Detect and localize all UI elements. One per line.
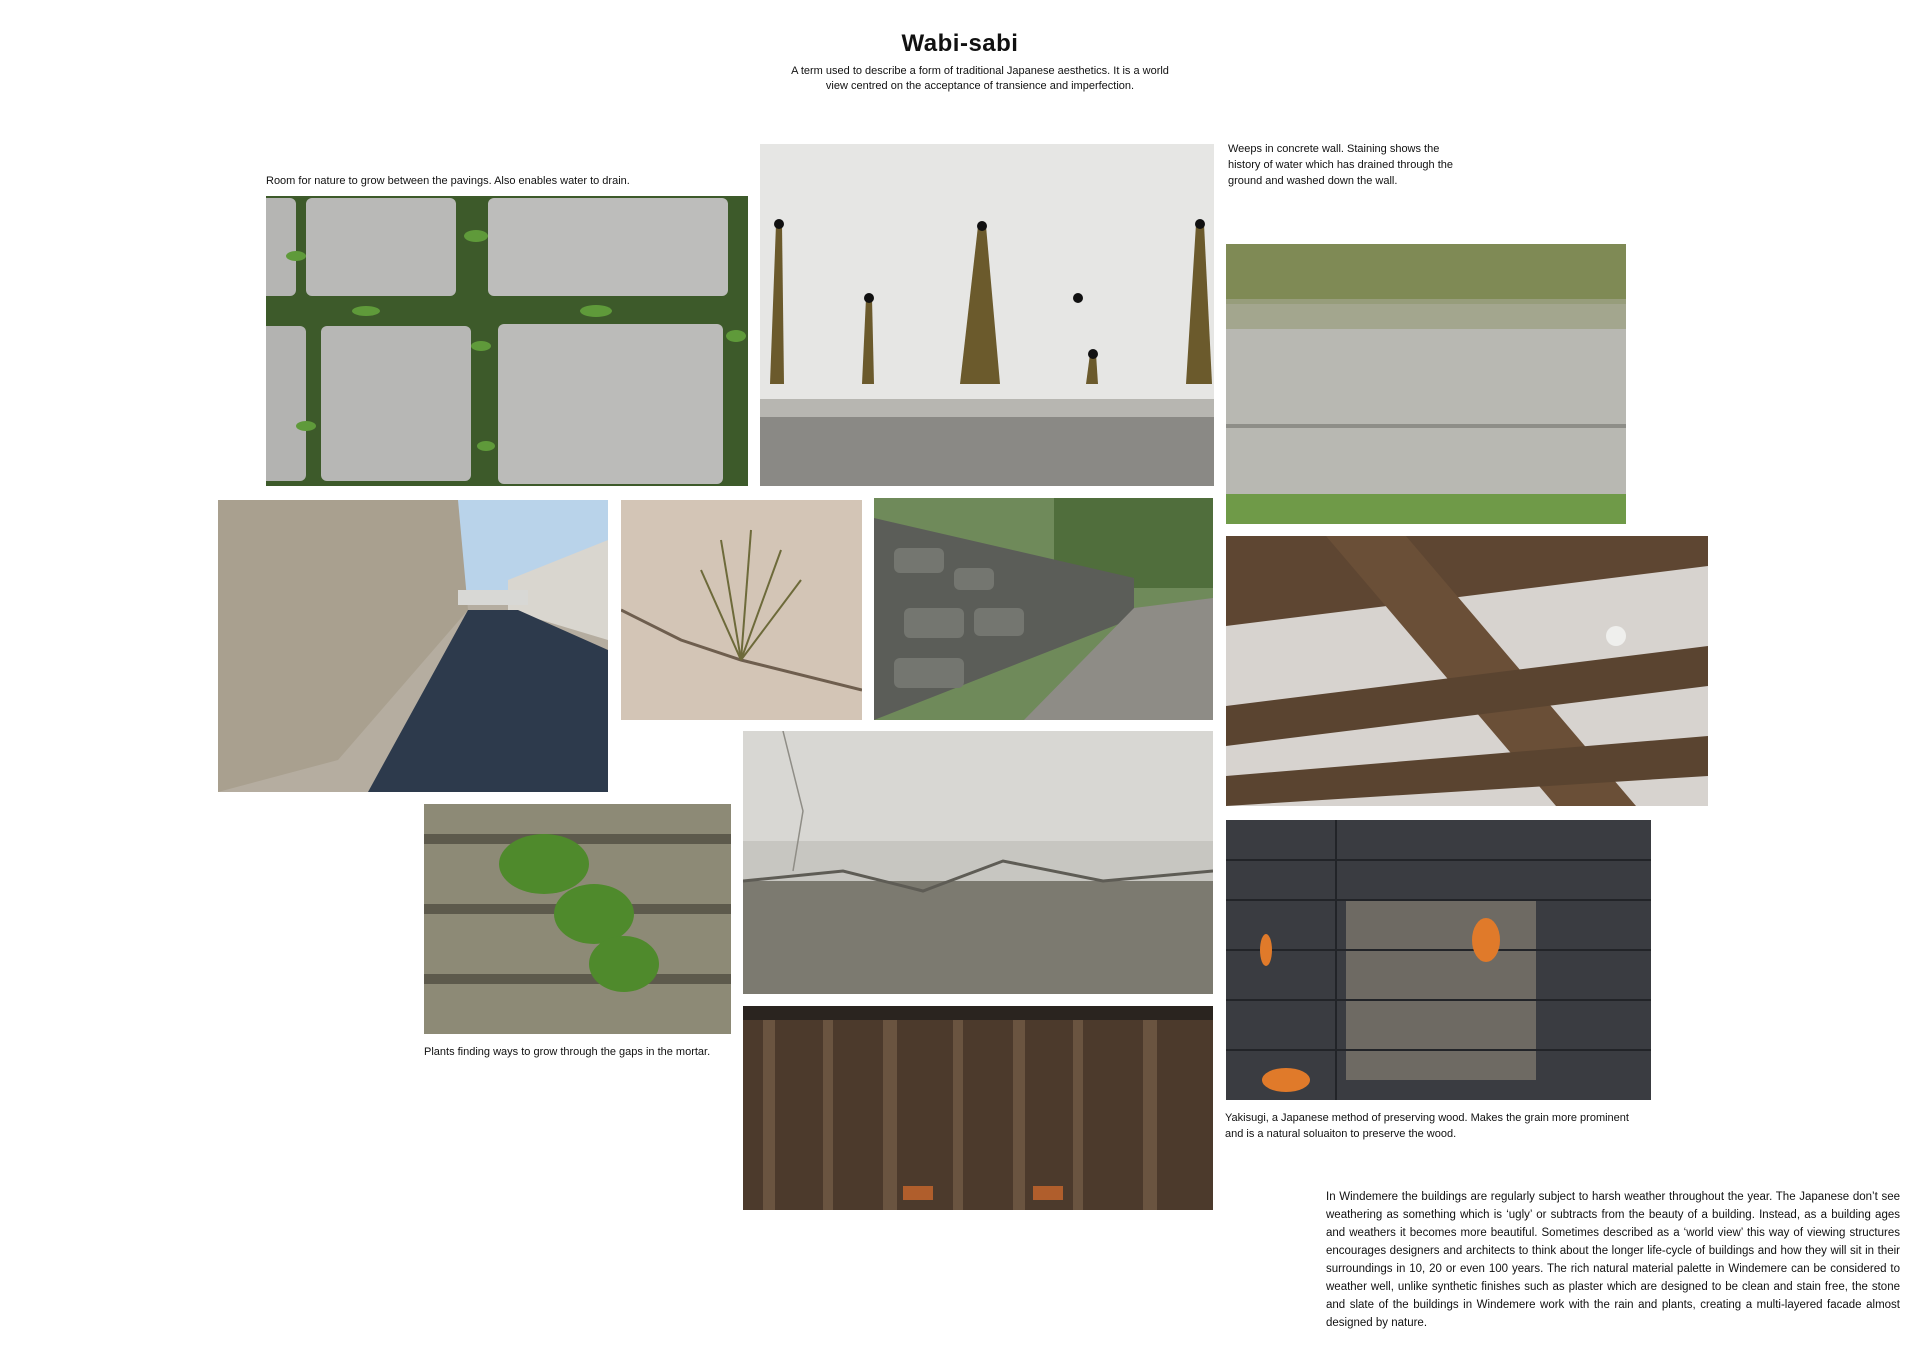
photo-yakisugi-charred-wood bbox=[1226, 820, 1651, 1100]
body-paragraph: In Windemere the buildings are regularly subject to harsh weather throughout the year. The Japanese don’t see weathering as something which is ‘ugly’ or subtracts from the beauty of a building. Instead, as a building ages and weathers it becomes more beautiful. Sometimes described as a ‘world view’ this way of viewing structures encourages designers and architects to think about the longer life-cycle of buildings and how they will sit in their surroundings in 10, 20 or even 100 years. The rich natural material palette in Windemere can be considered to weather well, unlike synthetic finishes such as plaster which are designed to be clean and stain free, the stone and slate of the buildings in Windemere work with the rain and plants, creating a multi-layered facade almost designed by nature. bbox=[1326, 1191, 1900, 1329]
photo-concrete-retaining-wall-road bbox=[218, 500, 608, 792]
caption-weeps: Weeps in concrete wall. Staining shows the history of water which has drained through the ground and washed down the wall. bbox=[1228, 143, 1454, 187]
caption-yakisugi: Yakisugi, a Japanese method of preserving wood. Makes the grain more prominent and is a natural soluaiton to preserve the wood. bbox=[1225, 1112, 1629, 1140]
caption-mortar: Plants finding ways to grow through the gaps in the mortar. bbox=[424, 1046, 711, 1058]
photo-pavings-with-plants bbox=[266, 196, 748, 486]
page-title: Wabi-sabi bbox=[901, 30, 1019, 57]
photo-grass-in-crack bbox=[621, 500, 862, 720]
photo-mossy-concrete bbox=[1226, 244, 1626, 524]
photo-cracked-plaster-wall bbox=[743, 731, 1213, 994]
page-subtitle: A term used to describe a form of traditional Japanese aesthetics. It is a world view centred on the acceptance of transience and imperfection. bbox=[791, 65, 1169, 92]
caption-pavings: Room for nature to grow between the pavings. Also enables water to drain. bbox=[266, 175, 630, 187]
photo-weathered-wooden-wall bbox=[743, 1006, 1213, 1210]
photo-dry-stone-wall-path bbox=[874, 498, 1213, 720]
photo-weeps-in-concrete-wall bbox=[760, 144, 1214, 486]
photo-plants-in-mortar bbox=[424, 804, 731, 1034]
photo-timber-beams bbox=[1226, 536, 1708, 806]
